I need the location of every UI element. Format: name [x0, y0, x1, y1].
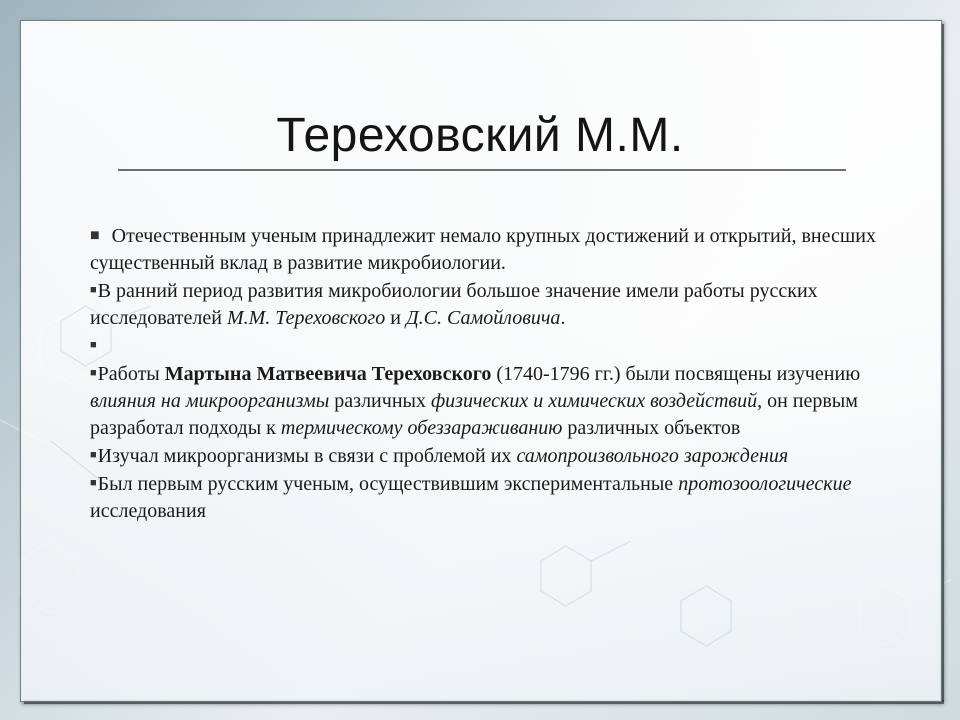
- text-run: Отечественным ученым принадлежит немало крупных достижений и открытий, внесших существенный вклад в развитие микробиологии.: [90, 225, 876, 274]
- square-bullet-icon: ■: [90, 284, 97, 296]
- text-run: и: [385, 307, 406, 329]
- text-run: Д.С. Самойловича: [405, 307, 561, 329]
- text-run: физических и химических воздействий: [430, 390, 758, 412]
- text-run: В ранний период развития микробиологии большое значение имели работы русских исследователей: [90, 280, 818, 329]
- square-bullet-icon: ■: [90, 449, 97, 461]
- square-bullet-icon: ■: [90, 227, 100, 244]
- bullet-item: [90, 222, 880, 277]
- text-run: М.М. Тереховского: [226, 307, 386, 329]
- bullet-item: [90, 360, 880, 442]
- title-divider: [118, 169, 846, 171]
- bullet-item: [90, 332, 880, 360]
- text-run: Изучал микроорганизмы в связи с проблемой их: [97, 445, 517, 467]
- square-bullet-icon: ■: [90, 477, 97, 489]
- text-run: .: [560, 307, 566, 329]
- text-run: исследования: [90, 500, 206, 522]
- text-run: Был первым русским ученым, осуществившим экспериментальные: [97, 473, 679, 495]
- text-run: самопроизвольного зарождения: [516, 445, 789, 467]
- square-bullet-icon: ■: [90, 367, 97, 379]
- text-run: Работы: [97, 363, 165, 385]
- text-run: протозоологические: [678, 473, 852, 495]
- bullet-item: [90, 442, 880, 470]
- bullet-item: [90, 277, 880, 332]
- bullet-item: [90, 470, 880, 525]
- text-run: различных: [329, 390, 431, 412]
- slide-title: Тереховский М.М.: [276, 109, 684, 162]
- text-run: термическому обеззараживанию: [280, 417, 563, 439]
- text-run: различных объектов: [562, 417, 741, 439]
- text-run: влияния на микроорганизмы: [90, 390, 330, 412]
- slide-body: [90, 222, 880, 525]
- text-run: (1740-1796 гг.) были посвящены изучению: [491, 363, 861, 385]
- bullet-text: [90, 225, 876, 274]
- text-run: , он первым разработал подходы к: [90, 390, 858, 439]
- square-bullet-icon: ■: [90, 339, 97, 351]
- text-run: Мартына Матвеевича Тереховского: [164, 363, 492, 385]
